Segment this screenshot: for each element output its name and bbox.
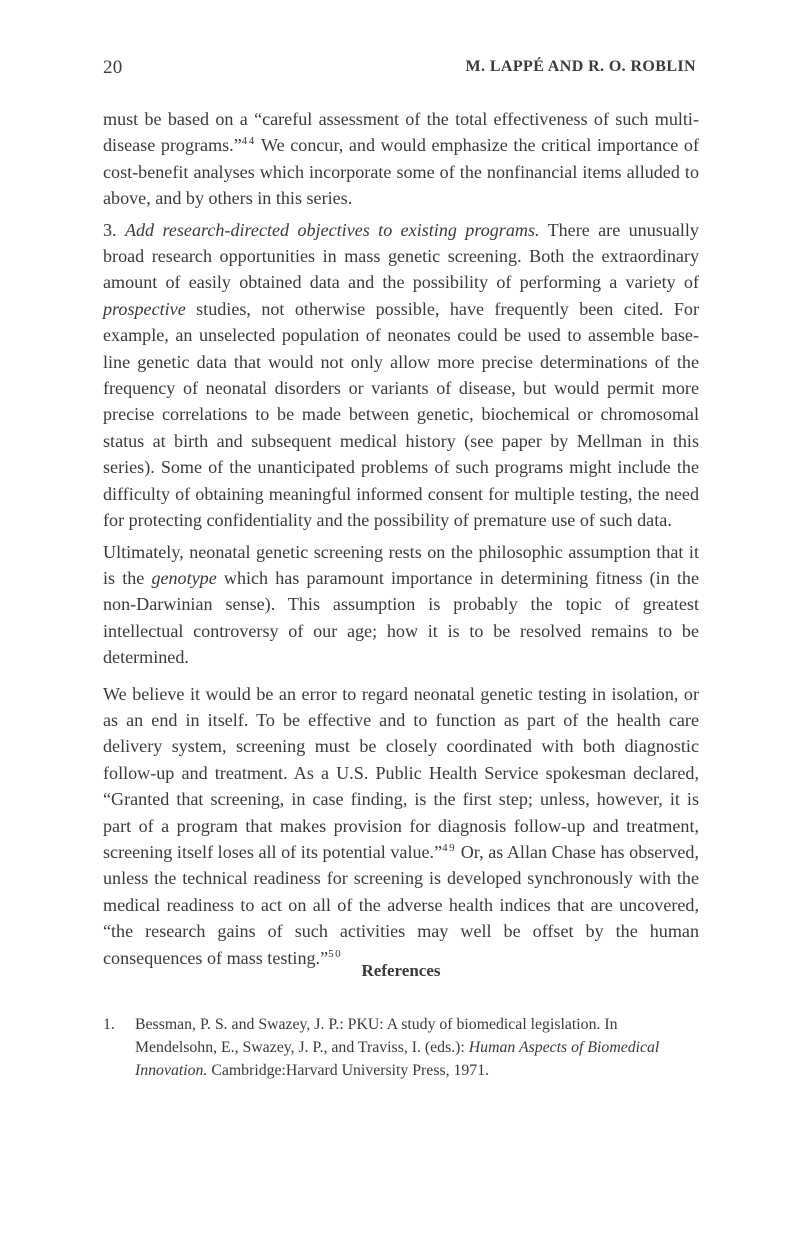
reference-title-italic: Human Aspects of Biomedical Innovation. <box>135 1039 660 1079</box>
paragraph-genotype-assumption <box>103 539 699 671</box>
paragraph-text: We believe it would be an error to regard neonatal genetic testing in isolation, or as an end in itself. To be effective and to function as part of the health care delivery system, screening must be closely coordinated with both diagnostic follow-up and treatment. As a U.S. Public Health Service spokesman declared, “Granted that screening, in case finding, is the first step; unless, however, it is part of a program that makes provision for diagnosis follow-up and treatment, screening itself loses all of its potential value.” <box>103 683 699 862</box>
paragraph-text: We concur, and would emphasize the critical importance of cost-benefit analyses which incorporate some of the nonfinancial items alluded to above, and by others in this series. <box>103 135 700 209</box>
paragraph-cost-benefit <box>103 106 699 212</box>
paragraph-text: Ultimately, neonatal genetic screening rests on the philosophic assumption that it is the <box>103 541 699 588</box>
paragraph-research-objectives <box>103 217 699 534</box>
running-head-authors: M. LAPPÉ AND R. O. ROBLIN <box>465 58 696 75</box>
emphasis-genotype: genotype <box>151 567 217 588</box>
reference-text: Cambridge:Harvard University Press, 1971. <box>207 1062 490 1079</box>
paragraph-text: must be based on a “careful assessment of the total effectiveness of such multi-disease programs.” <box>103 109 699 156</box>
body-text <box>103 106 699 971</box>
footnote-ref-49: 49 <box>442 841 457 854</box>
footnote-ref-50: 50 <box>328 947 343 960</box>
references-heading: References <box>361 961 441 980</box>
emphasis-prospective: prospective <box>103 298 186 319</box>
paragraph-text: which has paramount importance in determining fitness (in the non-Darwinian sense). This assumption is probably the topic of greatest intellectual controversy of our age; how it is to be resolved remains to be determined. <box>103 567 699 668</box>
paragraph-text: There are unusually broad research opportunities in mass genetic screening. Both the extraordinary amount of easily obtained data and the possibility of performing a variety of <box>103 219 699 293</box>
list-number: 3. <box>103 219 125 240</box>
item-heading-italic: Add research-directed objectives to existing programs. <box>124 219 540 240</box>
paragraph-text: studies, not otherwise possible, have frequently been cited. For example, an unselected population of neonates could be used to assemble base-line genetic data that would not only allow more precise determinations of the frequency of neonatal disorders or variants of disease, but would permit more precise correlations to be made between genetic, biochemical or chromosomal status at birth and subsequent medical history (see paper by Mellman in this series). Some of the unanticipated problems of such programs might include the difficulty of obtaining meaningful informed consent for multiple testing, the need for protecting confidentiality and the possibility of premature use of such data. <box>103 298 699 531</box>
paragraph-text: Or, as Allan Chase has observed, unless the technical readiness for screening is developed synchronously with the medical readiness to act on all of the adverse health indices that are uncovered, “the research gains of such activities may well be offset by the human consequences of mass testing.” <box>103 841 699 968</box>
reference-text: Bessman, P. S. and Swazey, J. P.: PKU: A study of biomedical legislation. In Mendelsohn, E., Swazey, J. P., and Traviss, I. (eds.): <box>135 1016 618 1056</box>
reference-item <box>103 1013 699 1082</box>
page-number: 20 <box>103 57 123 78</box>
references-list <box>103 1013 699 1082</box>
reference-number: 1. <box>103 1016 115 1033</box>
paragraph-health-care-delivery <box>103 681 699 971</box>
page-header <box>103 57 696 85</box>
footnote-ref-44: 44 <box>241 135 256 148</box>
